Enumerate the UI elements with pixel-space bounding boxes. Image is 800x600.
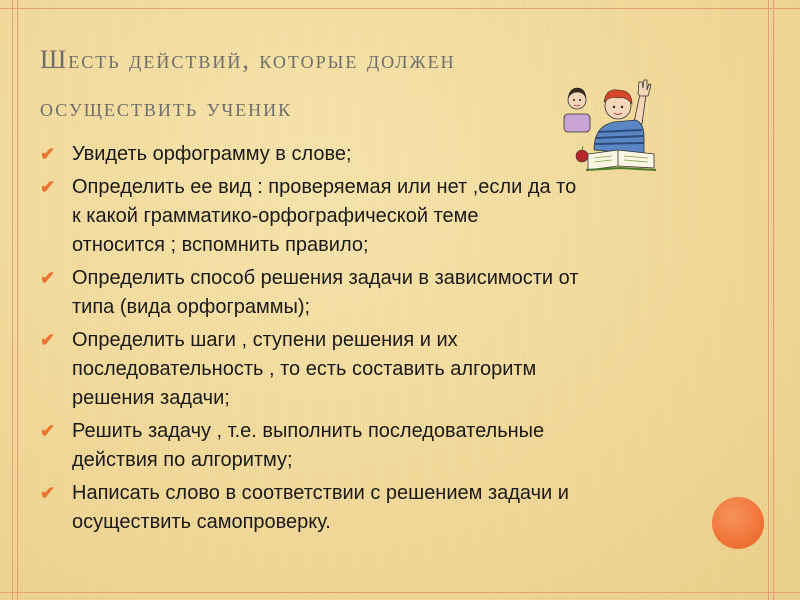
- list-item-line: последовательность , то есть составить алгоритм: [72, 358, 537, 380]
- checkmark-icon: ✔: [40, 421, 56, 441]
- list-item-line: Увидеть орфограмму в слове;: [72, 143, 352, 165]
- list-item-line: решения задачи;: [72, 387, 230, 409]
- list-item-line: Определить ее вид : проверяемая или нет ,если да то: [72, 176, 577, 198]
- list-item-line: Решить задачу , т.е. выполнить последовательные: [72, 420, 545, 442]
- frame-line-top: [0, 8, 800, 9]
- list-item: [40, 417, 700, 475]
- decorative-circle: [712, 497, 764, 549]
- list-item-line: относится ; вспомнить правило;: [72, 234, 369, 256]
- checkmark-icon: ✔: [40, 177, 56, 197]
- list-item-line: Определить шаги , ступени решения и их: [72, 329, 458, 351]
- slide-title: [40, 36, 600, 132]
- list-item: [40, 173, 700, 260]
- girl-figure: [564, 88, 590, 132]
- list-item: [40, 264, 700, 322]
- list-item-line: Написать слово в соответствии с решением задачи и: [72, 482, 569, 504]
- checkmark-icon: ✔: [40, 268, 56, 288]
- list-item: [40, 326, 700, 413]
- frame-line-left: [12, 0, 13, 600]
- list-item-line: типа (вида орфограммы);: [72, 296, 311, 318]
- checkmark-icon: ✔: [40, 483, 56, 503]
- slide-title-line-2: осуществить ученик: [40, 93, 293, 122]
- list-item-line: к какой грамматико-орфографической теме: [72, 205, 479, 227]
- frame-line-right-inner: [768, 0, 769, 600]
- list-item-line: действия по алгоритму;: [72, 449, 293, 471]
- list-item: [40, 479, 700, 537]
- list-item-line: осуществить самопроверку.: [72, 511, 331, 533]
- frame-line-bottom: [0, 592, 800, 593]
- raised-hand: [638, 80, 651, 96]
- list-item: [40, 140, 700, 169]
- checklist: [40, 140, 700, 541]
- slide-title-line-1: Шесть действий, которые должен: [40, 45, 456, 74]
- checkmark-icon: ✔: [40, 144, 56, 164]
- frame-line-left-inner: [17, 0, 18, 600]
- raised-arm: [634, 94, 646, 124]
- list-item-line: Определить способ решения задачи в зависимости от: [72, 267, 579, 289]
- checkmark-icon: ✔: [40, 330, 56, 350]
- frame-line-right: [773, 0, 774, 600]
